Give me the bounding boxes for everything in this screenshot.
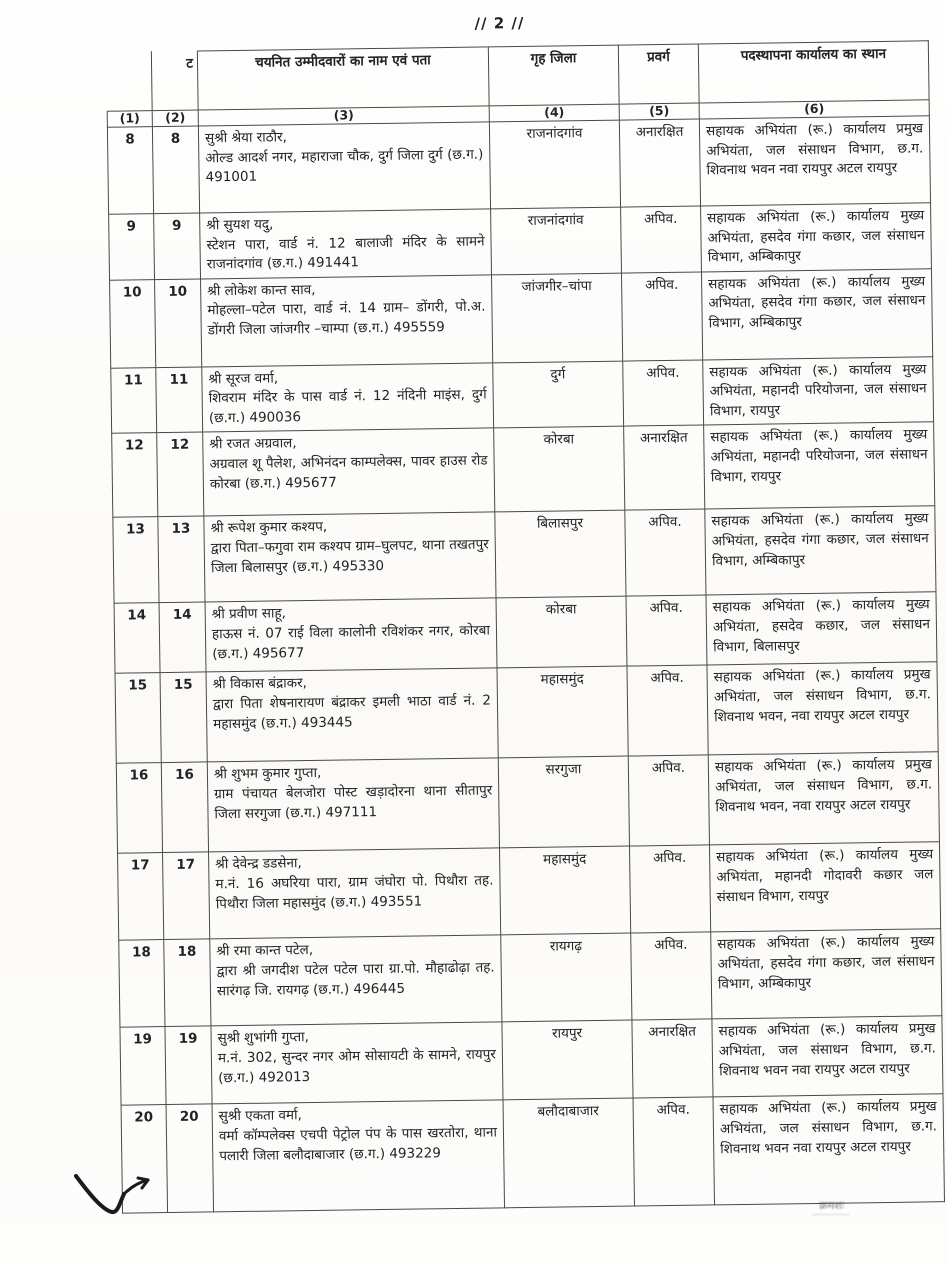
header-cell-2: ट [151, 51, 198, 111]
cell-home-district: राजनांदगांव [489, 120, 620, 209]
cell-posting-office: सहायक अभियंता (रू.) कार्यालय मुख्य अभियंता, हसदेव गंगा कछार, जल संसाधन विभाग, अम्बिकापुर [701, 268, 932, 359]
cell-name-address [207, 758, 499, 852]
cell-name-address [205, 598, 497, 672]
cell-category: अनारक्षित [632, 1019, 713, 1098]
candidate-name: श्री रमा कान्त पटेल, [216, 942, 314, 960]
cell-serial-number: 11 [111, 367, 157, 433]
cell-category: अपिव. [625, 509, 706, 596]
cell-category: अपिव. [633, 1097, 715, 1206]
cell-serial-number: 14 [114, 603, 160, 674]
cell-posting-office: सहायक अभियंता (रू.) कार्यालय मुख्य अभियंता, महानदी परियोजना, जल संसाधन विभाग, रायपुर [703, 356, 934, 425]
candidate-name: श्री लोकेश कान्त साव, [207, 281, 316, 300]
cell-serial-number: 16 [116, 763, 162, 854]
candidate-name: सुश्री श्रेया राठौर, [204, 129, 287, 147]
cell-merit-number: 16 [161, 762, 208, 853]
cell-serial-number: 10 [110, 279, 156, 368]
cell-category: अपिव. [627, 665, 708, 756]
candidate-name: श्री रजत अग्रवाल, [209, 435, 297, 453]
cell-merit-number: 17 [163, 852, 210, 940]
cell-merit-number: 14 [159, 602, 206, 673]
cell-home-district: बलौदाबाजार [503, 1098, 634, 1208]
table-row [112, 422, 935, 517]
cell-home-district: महासमुंद [500, 846, 631, 935]
table-body [107, 116, 944, 1214]
column-number-4: (4) [489, 104, 619, 122]
candidate-address: अग्रवाल शू पैलेश, अभिनंदन काम्पलेक्स, पावर हाउस रोड कोरबा (छ.ग.) 495677 [209, 452, 488, 492]
candidate-address: ग्राम पंचायत बेलजोरा पोस्ट खड़ादोरना थाना सीतापुर जिला सरगुजा (छ.ग.) 497111 [214, 782, 493, 822]
candidate-name: सुश्री एकता वर्मा, [218, 1107, 302, 1125]
table-row [109, 203, 932, 280]
cell-posting-office: सहायक अभियंता (रू.) कार्यालय प्रमुख अभियंता, जल संसाधन विभाग, छ.ग. शिवनाथ भवन नवा रायपुर अटल रायपुर [712, 1016, 943, 1097]
cell-merit-number: 13 [158, 516, 205, 603]
cell-name-address [204, 512, 496, 602]
cell-posting-office: सहायक अभियंता (रू.) कार्यालय प्रमुख अभियंता, जल संसाधन विभाग, छ.ग. शिवनाथ भवन नवा रायपुर अटल रायपुर [699, 116, 930, 206]
cell-category: अपिव. [628, 755, 709, 846]
page-number: // 2 // [474, 13, 525, 33]
cell-category: अपिव. [631, 932, 712, 1020]
table-row [114, 592, 937, 673]
cell-merit-number: 11 [156, 367, 203, 433]
cell-home-district: सरगुजा [498, 756, 629, 848]
candidate-name: श्री देवेन्द्र डडसेना, [215, 855, 302, 873]
header-cell-1 [106, 52, 152, 112]
cell-merit-number: 15 [160, 672, 207, 763]
header-cell-6: पदस्थापना कार्यालय का स्थान [698, 41, 929, 103]
cell-home-district: रायगढ़ [501, 933, 632, 1022]
cell-posting-office: सहायक अभियंता (रू.) कार्यालय मुख्य अभियंता, हसदेव गंगा कछार, जल संसाधन विभाग, अम्बिकापुर [705, 506, 936, 595]
cell-serial-number: 15 [115, 673, 161, 764]
cell-category: अपिव. [623, 360, 704, 427]
column-number-2: (2) [152, 110, 198, 127]
column-number-6: (6) [699, 100, 929, 119]
cell-posting-office: सहायक अभियंता (रू.) कार्यालय मुख्य अभियंता, हसदेव गंगा कछार, जल संसाधन विभाग, अम्बिकापुर [711, 929, 942, 1019]
cell-serial-number: 8 [107, 127, 153, 215]
column-number-5: (5) [619, 103, 699, 120]
candidate-address: द्वारा श्री जगदीश पटेल पटेल पारा ग्रा.पो. मौहाढोढ़ा तह. सारंगढ़ जि. रायगढ़ (छ.ग.) 496445 [216, 959, 495, 999]
table-row [111, 356, 934, 433]
candidate-name: श्री विकास बंद्राकर, [212, 675, 307, 693]
column-number-3: (3) [198, 106, 489, 126]
cell-merit-number: 18 [164, 939, 211, 1027]
candidates-table [106, 40, 945, 1214]
header-cell-5: प्रवर्ग [618, 44, 699, 104]
cell-name-address [206, 668, 498, 762]
column-number-1: (1) [107, 111, 152, 128]
candidate-address: द्वारा पिता शेषनारायण बंद्राकर इमली भाठा वार्ड नं. 2 महासमुंद (छ.ग.) 493445 [212, 692, 492, 732]
candidate-name: श्री प्रवीण साहू, [211, 605, 286, 623]
candidate-name: श्री सूरज वर्मा, [208, 370, 279, 388]
candidate-name: श्री शुभम कुमार गुप्ता, [213, 765, 322, 783]
cell-category: अपिव. [621, 272, 702, 361]
cell-home-district: दुर्ग [493, 361, 624, 428]
table-row [110, 268, 933, 367]
candidate-address: ओल्ड आदर्श नगर, महाराजा चौक, दुर्ग जिला दुर्ग (छ.ग.) 491001 [205, 146, 484, 186]
cell-serial-number: 12 [112, 433, 158, 518]
cell-posting-office: सहायक अभियंता (रू.) कार्यालय प्रमुख अभियंता, जल संसाधन विभाग, छ.ग. शिवनाथ भवन नवा रायपुर अटल रायपुर [713, 1094, 944, 1205]
header-cell-4: गृह जिला [488, 45, 619, 106]
cell-merit-number: 9 [154, 213, 201, 279]
cell-home-district: रायपुर [502, 1020, 633, 1100]
cell-serial-number: 20 [121, 1105, 168, 1214]
candidate-address: शिवराम मंदिर के पास वार्ड नं. 12 नंदिनी माइंस, दुर्ग (छ.ग.) 490036 [208, 386, 487, 427]
cell-name-address [209, 848, 501, 939]
candidate-name: श्री सुयश यदु, [206, 216, 274, 234]
cell-name-address [200, 209, 492, 279]
cell-category: अनारक्षित [624, 425, 705, 510]
candidate-name: सुश्री शुभांगी गुप्ता, [217, 1029, 310, 1047]
candidate-address: म.नं. 16 अघरिया पारा, ग्राम जंघोरा पो. पिथौरा तह. पिथौरा जिला महासमुंद (छ.ग.) 493551 [215, 872, 494, 912]
cell-serial-number: 13 [113, 517, 159, 604]
cell-posting-office: सहायक अभियंता (रू.) कार्यालय प्रमुख अभियंता, जल संसाधन विभाग, छ.ग. शिवनाथ भवन, नवा रायपुर अटल रायपुर [708, 752, 939, 845]
table-row [115, 662, 938, 763]
cell-merit-number: 19 [165, 1026, 212, 1105]
cell-name-address [198, 122, 490, 213]
cell-home-district: महासमुंद [497, 666, 628, 758]
cell-name-address [203, 428, 495, 516]
candidate-address: मोहल्ला–पटेल पारा, वार्ड नं. 14 ग्राम– डोंगरी, पो.अ. डोंगरी जिला जांजगीर –चाम्पा (छ.ग.) 495559 [207, 298, 486, 339]
cell-posting-office: सहायक अभियंता (रू.) कार्यालय प्रमुख अभियंता, जल संसाधन विभाग, छ.ग. शिवनाथ भवन, नवा रायपुर अटल रायपुर [707, 662, 938, 755]
table-row [113, 506, 936, 603]
cell-name-address [212, 1100, 504, 1212]
cell-category: अपिव. [629, 845, 710, 933]
cell-name-address [210, 935, 502, 1026]
cell-posting-office: सहायक अभियंता (रू.) कार्यालय मुख्य अभियंता, महानदी गोदावरी कछार जल संसाधन विभाग, रायपुर [709, 842, 940, 932]
cell-merit-number: 8 [152, 126, 199, 214]
cell-category: अपिव. [621, 206, 702, 273]
cell-posting-office: सहायक अभियंता (रू.) कार्यालय मुख्य अभियंता, हसदेव गंगा कछार, जल संसाधन विभाग, अम्बिकापुर [701, 203, 932, 272]
cell-serial-number: 18 [119, 940, 165, 1028]
cell-posting-office: सहायक अभियंता (रू.) कार्यालय मुख्य अभियंता, हसदेव कछार, जल संसाधन विभाग, बिलासपुर [706, 592, 937, 665]
cell-home-district: जांजगीर–चांपा [491, 273, 622, 363]
cell-serial-number: 19 [120, 1027, 166, 1106]
header-cell-3: चयनित उम्मीदवारों का नाम एवं पता [197, 47, 489, 110]
table-row [119, 929, 942, 1027]
cell-home-district: राजनांदगांव [491, 207, 622, 274]
cell-name-address [211, 1022, 503, 1104]
cell-name-address [201, 275, 493, 367]
candidate-address: वर्मा कॉम्पलेक्स एचपी पेट्रोल पंप के पास खरतोरा, थाना पलारी जिला बलौदाबाजार (छ.ग.) 493229 [218, 1124, 498, 1164]
table-row [107, 116, 930, 214]
cell-merit-number: 20 [166, 1104, 214, 1213]
cell-serial-number: 17 [118, 853, 164, 941]
candidate-address: म.नं. 302, सुन्दर नगर ओम सोसायटी के सामने, रायपुर (छ.ग.) 492013 [217, 1046, 496, 1086]
cell-posting-office: सहायक अभियंता (रू.) कार्यालय मुख्य अभियंता, महानदी परियोजना, जल संसाधन विभाग, रायपुर [704, 422, 935, 509]
continuation-note: क्रमशः [813, 1198, 850, 1215]
cell-name-address [202, 363, 494, 433]
cell-home-district: कोरबा [496, 596, 627, 668]
cell-category: अनारक्षित [619, 119, 700, 207]
table-row [121, 1094, 944, 1213]
cell-merit-number: 12 [157, 432, 204, 517]
cell-serial-number: 9 [109, 214, 155, 280]
cell-home-district: कोरबा [494, 426, 625, 512]
candidate-address: स्टेशन पारा, वार्ड नं. 12 बालाजी मंदिर के सामने राजनांदगांव (छ.ग.) 491441 [206, 233, 485, 273]
table-row [120, 1016, 943, 1105]
handwritten-tick-mark [62, 1158, 182, 1228]
candidate-address: द्वारा पिता–फगुवा राम कश्यप ग्राम–घुलपट, थाना तखतपुर जिला बिलासपुर (छ.ग.) 495330 [210, 536, 489, 576]
cell-category: अपिव. [626, 595, 707, 666]
cell-merit-number: 10 [155, 279, 202, 368]
candidate-name: श्री रूपेश कुमार कश्यप, [210, 519, 328, 537]
table-row [118, 842, 941, 940]
candidate-address: हाऊस नं. 07 राई विला कालोनी रविशंकर नगर, कोरबा (छ.ग.) 495677 [211, 622, 491, 662]
table-row [116, 752, 939, 853]
cell-home-district: बिलासपुर [495, 510, 626, 598]
